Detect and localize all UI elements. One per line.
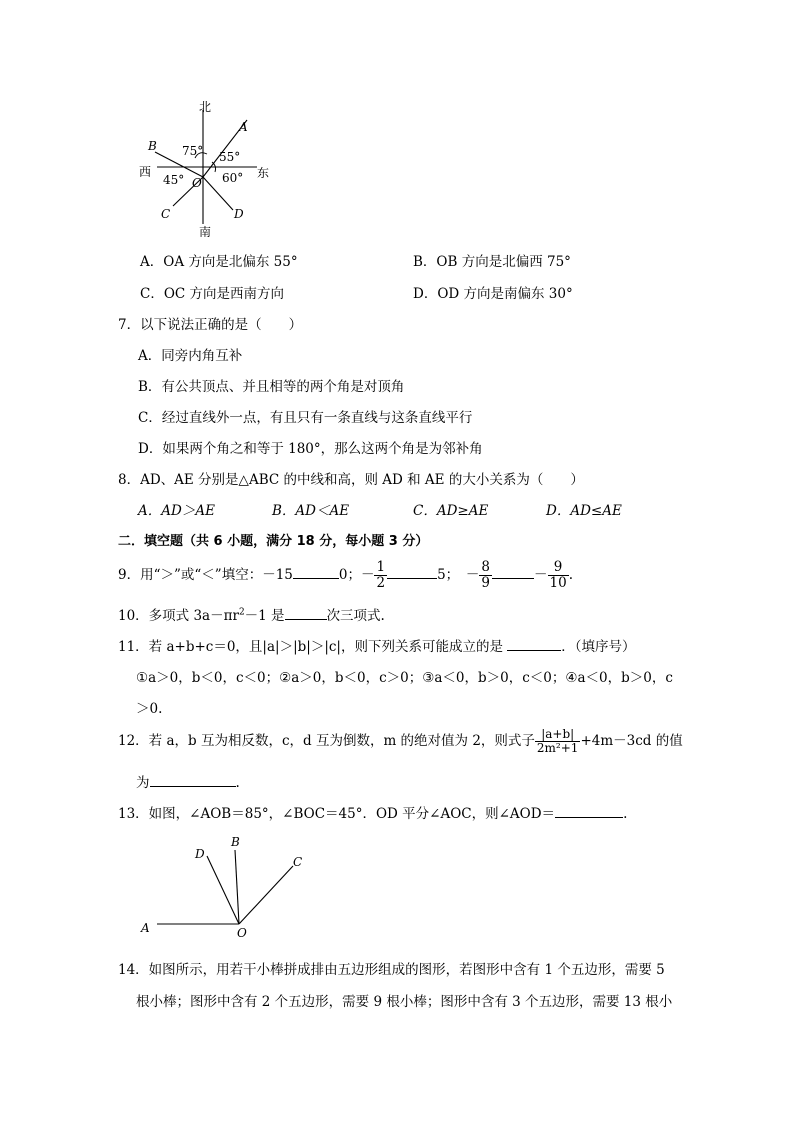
fig1-angle-45: 45° [163,173,185,187]
fig2-label-b: B [231,835,240,849]
q13-line [118,802,627,822]
q11-text-b: ．（填序号） [561,639,636,655]
q6-option-d: D．OD 方向是南偏东 30° [413,286,573,302]
fig2-label-o: O [237,926,247,938]
q7-option-c: C．经过直线外一点，有且只有一条直线与这条直线平行 [138,410,473,426]
q6-option-c: C．OC 方向是西南方向 [140,286,285,302]
q9-part2: 0；－ [338,566,375,583]
q7-option-d: D．如果两个角之和等于 180°，那么这两个角是为邻补角 [138,441,483,457]
q6-option-a: A．OA 方向是北偏东 55° [140,254,298,270]
q9-part3: 5； － [437,566,480,583]
fig1-south: 南 [199,225,212,239]
q13-text-a: 13．如图，∠AOB＝85°，∠BOC＝45°．OD 平分∠AOC，则∠AOD＝ [118,806,556,822]
q10-text-b: －1 是 [244,608,285,624]
fig1-label-a: A [239,120,248,134]
fig1-east: 东 [257,166,270,180]
q9-part4: － [534,566,548,583]
fig2-label-d: D [195,847,205,861]
fig1-label-c: C [161,207,171,221]
q13-text-b: . [623,806,628,822]
q10-text-c: 次三项式. [326,608,385,624]
fig1-label-d: D [234,207,244,221]
q11-line2: ①a＞0，b＜0，c＜0；②a＞0，b＜0，c＞0；③a＜0，b＞0，c＜0；④a＜0，b＞0，c [136,670,673,686]
q11-blank[interactable] [507,638,561,651]
q8-option-c: C．AD≥AE [413,503,489,519]
q12-text-a: 12．若 a，b 互为相反数，c，d 互为倒数，m 的绝对值为 2，则式子 [118,733,535,750]
q9-prefix: 9．用“＞”或“＜”填空：－15 [118,566,293,583]
q8-option-b: B．AD＜AE [272,503,350,519]
q9-end: . [568,566,573,583]
q12-text-c: 为 [136,775,150,791]
q12-line2 [136,771,240,791]
q7-stem: 7．以下说法正确的是（ ） [118,317,303,333]
fig2-label-c: C [293,855,303,869]
q11-line3: ＞0. [136,701,163,717]
q6-option-b: B．OB 方向是北偏西 75° [413,254,571,270]
q8-stem: 8．AD、AE 分别是△ABC 的中线和高，则 AD 和 AE 的大小关系为（ ） [118,472,584,488]
q13-blank[interactable] [555,805,623,818]
fig1-angle-75: 75° [182,144,204,158]
fig1-label-b: B [148,139,157,153]
q10-text-a: 10．多项式 3a－πr [118,608,239,624]
fig1-west: 西 [139,165,152,179]
q9-blank-3[interactable] [492,566,534,579]
q9-blank-1[interactable] [293,566,339,579]
q10-line [118,604,385,624]
q9-fraction-3: $\frac{9}{10}$ [549,559,567,591]
q11-line1 [118,635,636,655]
q9-blank-2[interactable] [387,566,437,579]
q12-text-d: . [235,775,240,791]
fig1-angle-60: 60° [222,171,244,185]
section-heading: 二．填空题（共 6 小题，满分 18 分，每小题 3 分） [118,534,429,549]
q9-line [118,560,573,591]
q14-line2: 根小棒；图形中含有 2 个五边形，需要 9 根小棒；图形中含有 3 个五边形，需要 13 根小 [136,994,673,1010]
fig2-label-a: A [141,921,150,935]
fig1-label-o: O [192,176,202,190]
fig1-angle-55: 55° [219,150,241,164]
q14-line1: 14．如图所示，用若干小棒拼成排由五边形组成的图形，若图形中含有 1 个五边形，需要 5 [118,962,665,978]
q11-text-a: 11．若 a+b+c＝0，且|a|＞|b|＞|c|，则下列关系可能成立的是 [118,639,503,655]
q7-option-a: A．同旁内角互补 [138,348,243,364]
q12-fraction: $\frac{|a+b|}{\text{2m²+1}}$ [536,727,579,756]
compass-figure [135,98,275,240]
q8-option-a: A．AD＞AE [138,503,215,519]
q12-blank[interactable] [150,774,236,787]
q8-option-d: D．AD≤AE [546,503,622,519]
q10-sup: 2 [238,607,245,618]
q9-fraction-1: $\frac{1}{2}$ [376,559,386,591]
q12-line1 [118,728,683,755]
q7-option-b: B．有公共顶点、并且相等的两个角是对顶角 [138,379,405,395]
q12-text-b: +4m－3cd 的值 [580,733,683,750]
q10-blank[interactable] [285,607,327,620]
fig1-north: 北 [199,100,212,114]
angle-figure [135,828,315,938]
q9-fraction-2: $\frac{8}{9}$ [481,559,490,591]
